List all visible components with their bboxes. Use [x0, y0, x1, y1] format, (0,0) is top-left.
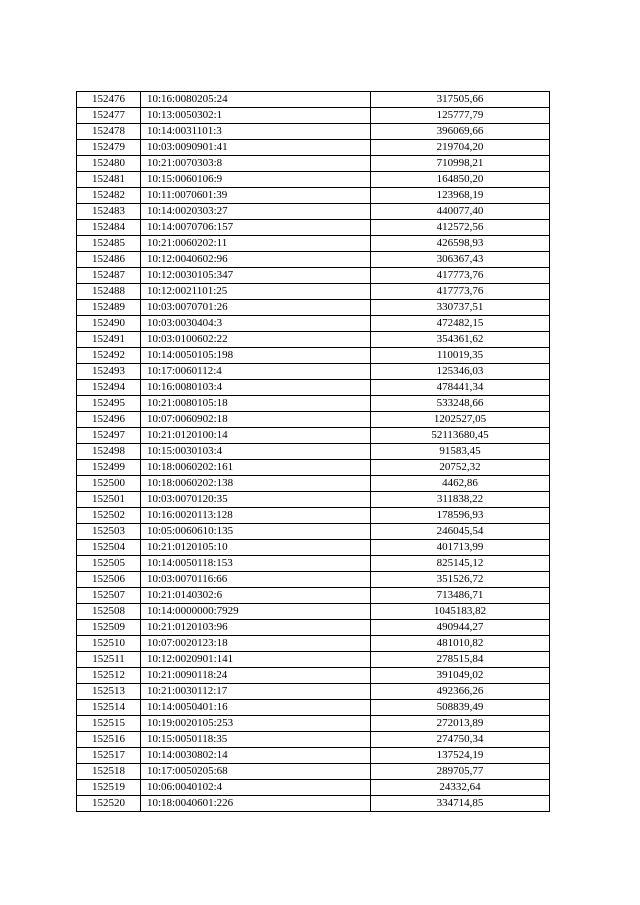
- table-row: [77, 796, 550, 812]
- table-row: [77, 268, 550, 284]
- table-body: [77, 92, 550, 812]
- cadastral-number-cell: 10:21:0120105:10: [141, 540, 371, 556]
- cadastral-number-cell: 10:12:0030105:347: [141, 268, 371, 284]
- table-row: [77, 204, 550, 220]
- cadastral-number-cell: 10:17:0050205:68: [141, 764, 371, 780]
- table-row: [77, 524, 550, 540]
- cadastral-number-cell: 10:14:0050118:153: [141, 556, 371, 572]
- amount-cell: 334714,85: [371, 796, 550, 812]
- amount-cell: 508839,49: [371, 700, 550, 716]
- row-number-cell: 152494: [77, 380, 141, 396]
- amount-cell: 490944,27: [371, 620, 550, 636]
- amount-cell: 713486,71: [371, 588, 550, 604]
- row-number-cell: 152484: [77, 220, 141, 236]
- row-number-cell: 152490: [77, 316, 141, 332]
- amount-cell: 330737,51: [371, 300, 550, 316]
- amount-cell: 472482,15: [371, 316, 550, 332]
- cadastral-number-cell: 10:03:0070120:35: [141, 492, 371, 508]
- table-row: [77, 428, 550, 444]
- cadastral-number-cell: 10:11:0070601:39: [141, 188, 371, 204]
- cadastral-number-cell: 10:21:0090118:24: [141, 668, 371, 684]
- row-number-cell: 152481: [77, 172, 141, 188]
- table-row: [77, 332, 550, 348]
- cadastral-number-cell: 10:21:0070303:8: [141, 156, 371, 172]
- cadastral-number-cell: 10:03:0070701:26: [141, 300, 371, 316]
- table-row: [77, 444, 550, 460]
- amount-cell: 110019,35: [371, 348, 550, 364]
- amount-cell: 401713,99: [371, 540, 550, 556]
- cadastral-number-cell: 10:15:0030103:4: [141, 444, 371, 460]
- row-number-cell: 152478: [77, 124, 141, 140]
- cadastral-number-cell: 10:17:0060112:4: [141, 364, 371, 380]
- amount-cell: 417773,76: [371, 268, 550, 284]
- table-row: [77, 124, 550, 140]
- table-row: [77, 604, 550, 620]
- amount-cell: 4462,86: [371, 476, 550, 492]
- table-row: [77, 220, 550, 236]
- cadastral-number-cell: 10:14:0000000:7929: [141, 604, 371, 620]
- cadastral-number-cell: 10:21:0120103:96: [141, 620, 371, 636]
- amount-cell: 1045183,82: [371, 604, 550, 620]
- table-row: [77, 284, 550, 300]
- row-number-cell: 152515: [77, 716, 141, 732]
- row-number-cell: 152493: [77, 364, 141, 380]
- cadastral-number-cell: 10:18:0040601:226: [141, 796, 371, 812]
- row-number-cell: 152501: [77, 492, 141, 508]
- table-row: [77, 780, 550, 796]
- amount-cell: 91583,45: [371, 444, 550, 460]
- amount-cell: 481010,82: [371, 636, 550, 652]
- row-number-cell: 152499: [77, 460, 141, 476]
- row-number-cell: 152516: [77, 732, 141, 748]
- amount-cell: 52113680,45: [371, 428, 550, 444]
- cadastral-number-cell: 10:14:0031101:3: [141, 124, 371, 140]
- table-row: [77, 652, 550, 668]
- amount-cell: 311838,22: [371, 492, 550, 508]
- amount-cell: 289705,77: [371, 764, 550, 780]
- cadastral-number-cell: 10:07:0020123:18: [141, 636, 371, 652]
- row-number-cell: 152483: [77, 204, 141, 220]
- amount-cell: 20752,32: [371, 460, 550, 476]
- amount-cell: 125346,03: [371, 364, 550, 380]
- table-row: [77, 732, 550, 748]
- cadastral-number-cell: 10:06:0040102:4: [141, 780, 371, 796]
- table-row: [77, 364, 550, 380]
- table-row: [77, 348, 550, 364]
- cadastral-number-cell: 10:21:0140302:6: [141, 588, 371, 604]
- table-row: [77, 668, 550, 684]
- cadastral-number-cell: 10:07:0060902:18: [141, 412, 371, 428]
- table-row: [77, 476, 550, 492]
- cadastral-number-cell: 10:21:0120100:14: [141, 428, 371, 444]
- cadastral-number-cell: 10:16:0080205:24: [141, 92, 371, 108]
- amount-cell: 478441,34: [371, 380, 550, 396]
- table-row: [77, 748, 550, 764]
- table-row: [77, 396, 550, 412]
- row-number-cell: 152505: [77, 556, 141, 572]
- amount-cell: 164850,20: [371, 172, 550, 188]
- cadastral-number-cell: 10:21:0080105:18: [141, 396, 371, 412]
- cadastral-number-cell: 10:14:0050401:16: [141, 700, 371, 716]
- table-row: [77, 588, 550, 604]
- row-number-cell: 152504: [77, 540, 141, 556]
- row-number-cell: 152513: [77, 684, 141, 700]
- amount-cell: 710998,21: [371, 156, 550, 172]
- amount-cell: 125777,79: [371, 108, 550, 124]
- cadastral-number-cell: 10:19:0020105:253: [141, 716, 371, 732]
- amount-cell: 219704,20: [371, 140, 550, 156]
- amount-cell: 412572,56: [371, 220, 550, 236]
- cadastral-number-cell: 10:16:0020113:128: [141, 508, 371, 524]
- amount-cell: 274750,34: [371, 732, 550, 748]
- table-row: [77, 556, 550, 572]
- table-row: [77, 700, 550, 716]
- row-number-cell: 152489: [77, 300, 141, 316]
- row-number-cell: 152520: [77, 796, 141, 812]
- amount-cell: 1202527,05: [371, 412, 550, 428]
- cadastral-number-cell: 10:03:0030404:3: [141, 316, 371, 332]
- cadastral-number-cell: 10:12:0021101:25: [141, 284, 371, 300]
- table-row: [77, 172, 550, 188]
- amount-cell: 24332,64: [371, 780, 550, 796]
- row-number-cell: 152487: [77, 268, 141, 284]
- amount-cell: 391049,02: [371, 668, 550, 684]
- row-number-cell: 152492: [77, 348, 141, 364]
- amount-cell: 278515,84: [371, 652, 550, 668]
- table-row: [77, 140, 550, 156]
- table-row: [77, 508, 550, 524]
- cadastral-number-cell: 10:18:0060202:138: [141, 476, 371, 492]
- table-row: [77, 412, 550, 428]
- row-number-cell: 152495: [77, 396, 141, 412]
- cadastral-number-cell: 10:14:0020303:27: [141, 204, 371, 220]
- table-row: [77, 492, 550, 508]
- row-number-cell: 152496: [77, 412, 141, 428]
- row-number-cell: 152476: [77, 92, 141, 108]
- row-number-cell: 152477: [77, 108, 141, 124]
- table-row: [77, 188, 550, 204]
- table-row: [77, 300, 550, 316]
- row-number-cell: 152509: [77, 620, 141, 636]
- row-number-cell: 152497: [77, 428, 141, 444]
- row-number-cell: 152518: [77, 764, 141, 780]
- amount-cell: 440077,40: [371, 204, 550, 220]
- row-number-cell: 152480: [77, 156, 141, 172]
- cadastral-number-cell: 10:12:0040602:96: [141, 252, 371, 268]
- amount-cell: 178596,93: [371, 508, 550, 524]
- table-row: [77, 620, 550, 636]
- row-number-cell: 152500: [77, 476, 141, 492]
- cadastral-number-cell: 10:03:0070116:66: [141, 572, 371, 588]
- row-number-cell: 152510: [77, 636, 141, 652]
- table-row: [77, 316, 550, 332]
- table-row: [77, 636, 550, 652]
- amount-cell: 272013,89: [371, 716, 550, 732]
- table-row: [77, 156, 550, 172]
- table-row: [77, 252, 550, 268]
- cadastral-number-cell: 10:21:0060202:11: [141, 236, 371, 252]
- row-number-cell: 152512: [77, 668, 141, 684]
- amount-cell: 533248,66: [371, 396, 550, 412]
- row-number-cell: 152508: [77, 604, 141, 620]
- table-row: [77, 92, 550, 108]
- amount-cell: 317505,66: [371, 92, 550, 108]
- cadastral-number-cell: 10:14:0070706:157: [141, 220, 371, 236]
- table-row: [77, 460, 550, 476]
- data-table: [76, 91, 550, 812]
- row-number-cell: 152491: [77, 332, 141, 348]
- row-number-cell: 152498: [77, 444, 141, 460]
- table-row: [77, 684, 550, 700]
- table-row: [77, 540, 550, 556]
- amount-cell: 354361,62: [371, 332, 550, 348]
- table-row: [77, 716, 550, 732]
- amount-cell: 246045,54: [371, 524, 550, 540]
- row-number-cell: 152514: [77, 700, 141, 716]
- row-number-cell: 152488: [77, 284, 141, 300]
- cadastral-number-cell: 10:03:0100602:22: [141, 332, 371, 348]
- cadastral-number-cell: 10:03:0090901:41: [141, 140, 371, 156]
- amount-cell: 396069,66: [371, 124, 550, 140]
- amount-cell: 492366,26: [371, 684, 550, 700]
- row-number-cell: 152517: [77, 748, 141, 764]
- cadastral-number-cell: 10:21:0030112:17: [141, 684, 371, 700]
- table-row: [77, 108, 550, 124]
- cadastral-number-cell: 10:14:0030802:14: [141, 748, 371, 764]
- row-number-cell: 152506: [77, 572, 141, 588]
- cadastral-number-cell: 10:14:0050105:198: [141, 348, 371, 364]
- amount-cell: 426598,93: [371, 236, 550, 252]
- cadastral-number-cell: 10:18:0060202:161: [141, 460, 371, 476]
- row-number-cell: 152507: [77, 588, 141, 604]
- amount-cell: 123968,19: [371, 188, 550, 204]
- row-number-cell: 152486: [77, 252, 141, 268]
- table-row: [77, 236, 550, 252]
- row-number-cell: 152485: [77, 236, 141, 252]
- amount-cell: 417773,76: [371, 284, 550, 300]
- cadastral-number-cell: 10:15:0050118:35: [141, 732, 371, 748]
- row-number-cell: 152519: [77, 780, 141, 796]
- amount-cell: 351526,72: [371, 572, 550, 588]
- row-number-cell: 152479: [77, 140, 141, 156]
- row-number-cell: 152482: [77, 188, 141, 204]
- table-row: [77, 572, 550, 588]
- amount-cell: 306367,43: [371, 252, 550, 268]
- table-row: [77, 380, 550, 396]
- table-row: [77, 764, 550, 780]
- cadastral-number-cell: 10:16:0080103:4: [141, 380, 371, 396]
- cadastral-number-cell: 10:13:0050302:1: [141, 108, 371, 124]
- row-number-cell: 152502: [77, 508, 141, 524]
- row-number-cell: 152511: [77, 652, 141, 668]
- amount-cell: 137524,19: [371, 748, 550, 764]
- row-number-cell: 152503: [77, 524, 141, 540]
- cadastral-number-cell: 10:05:0060610:135: [141, 524, 371, 540]
- cadastral-number-cell: 10:15:0060106:9: [141, 172, 371, 188]
- cadastral-number-cell: 10:12:0020901:141: [141, 652, 371, 668]
- amount-cell: 825145,12: [371, 556, 550, 572]
